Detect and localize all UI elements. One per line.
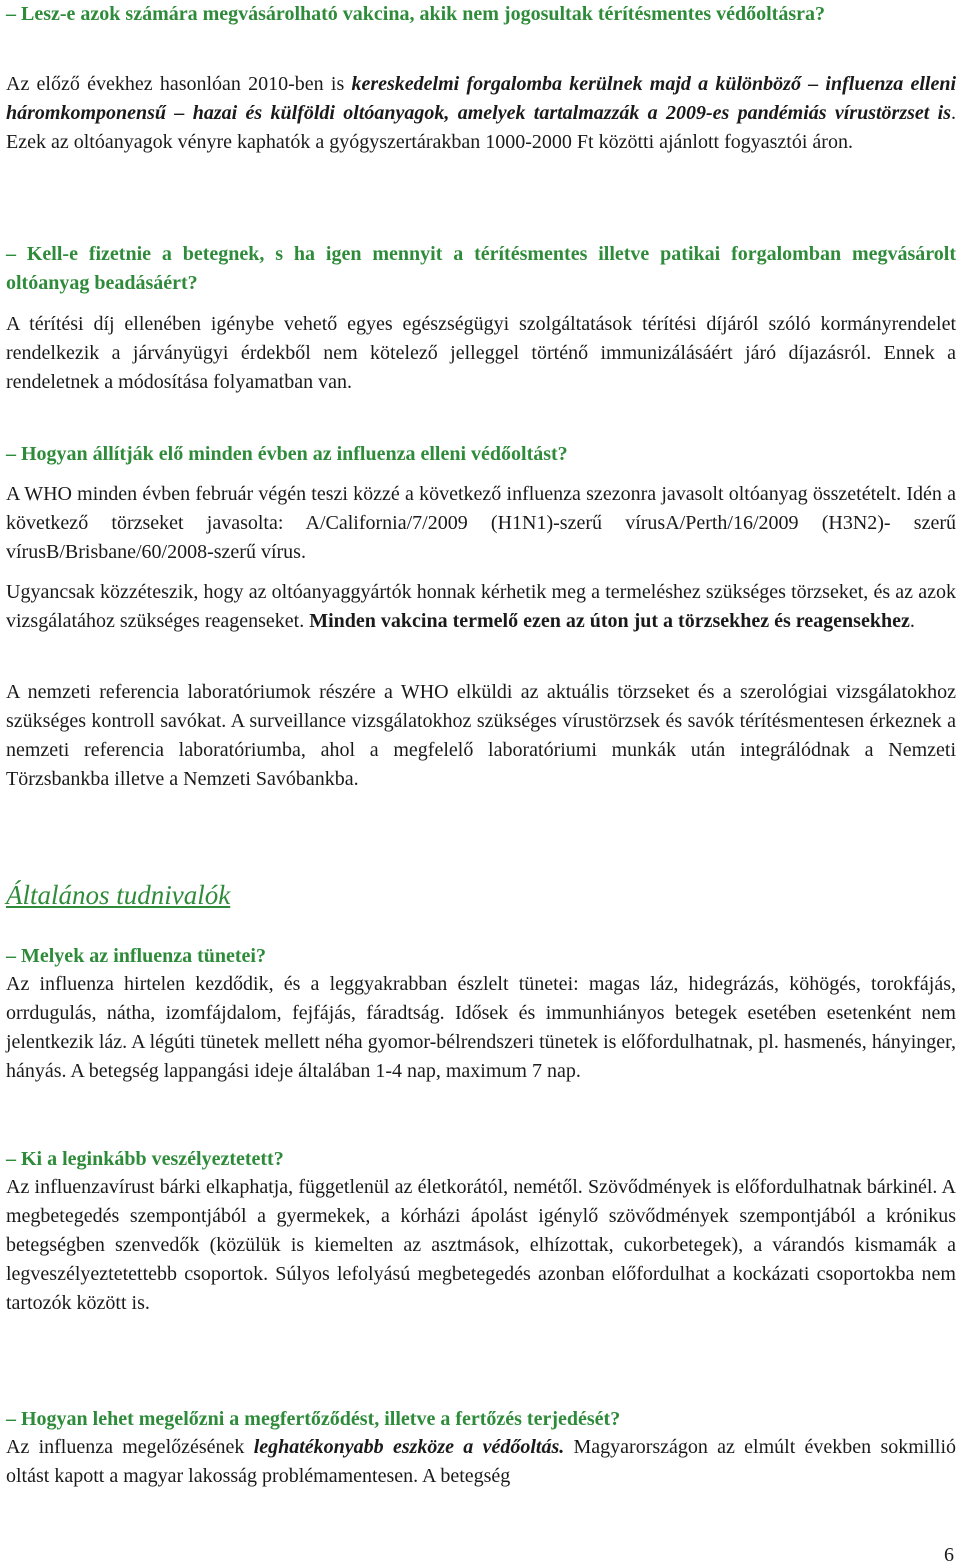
text-span: Az influenza megelőzésének — [6, 1436, 254, 1458]
question-heading: – Hogyan állítják elő minden évben az influenza elleni védőoltást? — [6, 443, 568, 465]
question-vaccine-production — [6, 440, 956, 469]
answer-symptoms — [6, 970, 956, 1086]
answer-at-risk — [6, 1173, 956, 1318]
text-span: Ugyancsak közzéteszik, hogy az oltóanyaggyártók honnak kérhetik meg a termeléshez szükséges törzseket, és az azok vizsgálatához szükséges reagenseket. — [6, 581, 956, 632]
question-vaccine-purchase — [6, 0, 956, 29]
emphasis-text: kereskedelmi forgalomba kerülnek majd a különböző – influenza elleni háromkomponensű – hazai és külföldi oltóanyagok, amelyek tartalmazzák a 2009-es pandémiás vírustörzset is — [6, 73, 956, 124]
question-heading: – Hogyan lehet megelőzni a megfertőződést, illetve a fertőzés terjedését? — [6, 1408, 621, 1430]
paragraph — [6, 578, 956, 636]
question-symptoms — [6, 942, 956, 971]
question-fee — [6, 240, 956, 298]
emphasis-text: leghatékonyabb eszköze a védőoltás. — [253, 1436, 565, 1458]
question-heading: – Ki a leginkább veszélyeztetett? — [6, 1148, 284, 1170]
question-heading: – Lesz-e azok számára megvásárolható vakcina, akik nem jogosultak térítésmentes védőoltásra? — [6, 3, 825, 25]
text-span: . Ezek az oltóanyagok vényre kaphatók a gyógyszertárakban 1000-2000 Ft közötti ajánlott fogyasztói áron. — [6, 102, 956, 153]
text-span: Az előző évekhez hasonlóan 2010-ben is — [6, 73, 352, 95]
answer-strains-reagents — [6, 578, 956, 636]
paragraph: A térítési díj ellenében igénybe vehető egyes egészségügyi szolgáltatások térítési díjáról szóló kormányrendelet rendelkezik a járványügyi érdekből nem kötelező jelleggel történő immunizálásáért járó díjazásról. Ennek a rendeletnek a módosítása folyamatban van. — [6, 313, 956, 393]
paragraph: A WHO minden évben február végén teszi közzé a következő influenza szezonra javasolt oltóanyag összetételt. Idén a következő törzseket javasolta: A/California/7/2009 (H1N1)-szerű vírusA/Perth/16/2009 (H3N2)- szerű vírusB/Brisbane/60/2008-szerű vírus. — [6, 483, 956, 563]
answer-vaccine-purchase — [6, 70, 956, 157]
paragraph — [6, 70, 956, 157]
bold-text: Minden vakcina termelő ezen az úton jut a törzsekhez és reagensekhez — [309, 610, 910, 632]
page-number: 6 — [944, 1544, 954, 1566]
section-general-info — [6, 878, 956, 912]
paragraph — [6, 1433, 956, 1491]
answer-fee — [6, 310, 956, 397]
answer-who-composition — [6, 480, 956, 567]
answer-prevention — [6, 1433, 956, 1491]
text-span: Magyarországon az elmúlt években sokmillió oltást kapott a magyar lakosság problémamentesen. A betegség — [6, 1436, 957, 1487]
text-span: . — [909, 610, 915, 632]
paragraph: A nemzeti referencia laboratóriumok részére a WHO elküldi az aktuális törzseket és a szerológiai vizsgálatokhoz szükséges kontroll savókat. A surveillance vizsgálatokhoz szükséges vírustörzsek és savók térítésmentesen érkeznek a nemzeti referencia laboratóriumba, ahol a megfelelő laboratóriumi munkák után integrálódnak a Nemzeti Törzsbankba illetve a Nemzeti Savóbankba. — [6, 681, 956, 790]
question-heading: – Melyek az influenza tünetei? — [6, 945, 266, 967]
question-heading: – Kell-e fizetnie a betegnek, s ha igen mennyit a térítésmentes illetve patikai forgalomban megvásárolt oltóanyag beadásáért? — [6, 243, 956, 294]
paragraph: Az influenzavírust bárki elkaphatja, függetlenül az életkorától, nemétől. Szövődmények is előfordulhatnak bárkinél. A megbetegedés szempontjából a gyermekek, a kórházi ápolást igénylő szövődmények szempontjából a krónikus betegségben szenvedők (közülük is kiemelten az asztmások, elhízottak, cukorbetegek), a várandós kismamák a legveszélyeztetettebb csoportok. Súlyos lefolyású megbetegedés azonban előfordulhat a kockázati csoportokba nem tartozók között is. — [6, 1176, 956, 1314]
answer-reference-labs — [6, 678, 956, 794]
paragraph: Az influenza hirtelen kezdődik, és a leggyakrabban észlelt tünetei: magas láz, hidegrázás, köhögés, torokfájás, orrdugulás, nátha, izomfájdalom, fejfájás, fáradtság. Idősek és immunhiányos betegek esetében esetenként nem jelentkezik láz. A légúti tünetek mellett néha gyomor-bélrendszeri tünetek is előfordulhatnak, pl. hasmenés, hányinger, hányás. A betegség lappangási ideje általában 1-4 nap, maximum 7 nap. — [6, 973, 956, 1082]
question-at-risk — [6, 1145, 956, 1174]
section-title: Általános tudnivalók — [6, 880, 231, 910]
question-prevention — [6, 1405, 956, 1434]
